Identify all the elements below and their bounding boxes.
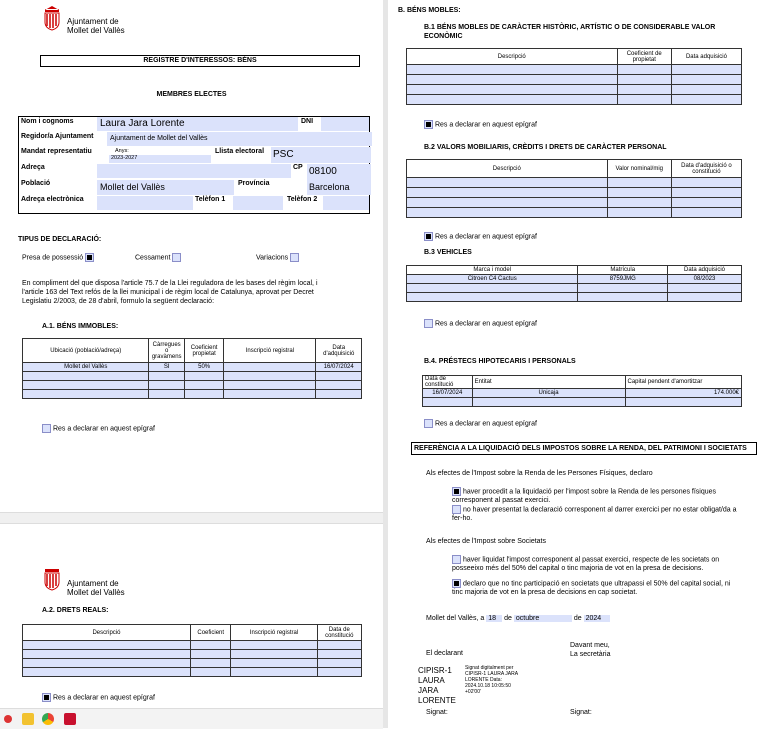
b1-res-label: Res a declarar en aquest epígraf [434, 121, 537, 129]
a1-cell[interactable] [224, 372, 316, 381]
logo-line2: Mollet del Vallès [67, 588, 125, 597]
b4-header-capital: Capital pendent d'amortitzar [625, 376, 741, 389]
b2-cell[interactable] [671, 198, 741, 208]
b1-cell[interactable] [671, 85, 741, 95]
intro-line-1: En compliment del que disposa l'article 75.7 de la Llei reguladora de les bases del règim local, i [22, 280, 318, 287]
b2-res-label: Res a declarar en aquest epígraf [434, 233, 537, 241]
b3-table [406, 265, 742, 302]
a1-res-option [42, 424, 155, 433]
nom-label: Nom i cognoms [21, 118, 74, 125]
variacions-label: Variacions [256, 254, 289, 262]
cessament-checkbox[interactable] [172, 253, 181, 262]
sign-year-field[interactable]: 2024 [584, 615, 610, 622]
sign-day-field[interactable]: 18 [486, 615, 502, 622]
b3-res-checkbox[interactable] [424, 319, 433, 328]
poblacio-field[interactable]: Mollet del Vallès [97, 180, 234, 195]
a1-cell[interactable] [224, 363, 316, 372]
soc-intro: Als efectes de l'Impost sobre Societats [426, 538, 547, 545]
b1-title: B.1 BÉNS MOBLES DE CARÀCTER HISTÒRIC, ARTÍSTIC O DE CONSIDERABLE VALOR ECONÒMIC [424, 24, 716, 40]
b2-table [406, 159, 742, 218]
a2-cell[interactable] [231, 659, 317, 668]
cp-label: CP [293, 164, 303, 171]
a1-cell[interactable] [184, 372, 223, 381]
b2-cell[interactable] [607, 178, 671, 188]
b1-cell[interactable] [617, 75, 671, 85]
b2-res-checkbox[interactable] [424, 232, 433, 241]
a2-cell[interactable] [190, 650, 231, 659]
a1-cell[interactable] [149, 381, 184, 390]
a1-cell[interactable]: Mollet del Vallès [23, 363, 149, 372]
a2-res-label: Res a declarar en aquest epígraf [52, 694, 155, 702]
provincia-label: Província [238, 180, 270, 187]
b2-cell[interactable] [407, 178, 608, 188]
b1-header-data: Data adquisició [671, 49, 741, 65]
adreca-label: Adreça [21, 164, 45, 171]
secretaria-block [570, 641, 610, 659]
sign-de2: de [573, 615, 582, 622]
anys-label: Anys: [115, 148, 129, 154]
a1-cell[interactable] [184, 390, 223, 399]
variacions-checkbox[interactable] [290, 253, 299, 262]
poblacio-label: Població [21, 180, 51, 187]
soc-opt1-checkbox[interactable] [452, 555, 461, 564]
b1-cell[interactable] [617, 85, 671, 95]
b1-header-coeficient: Coeficient de propietat [617, 49, 671, 65]
b3-res-label: Res a declarar en aquest epígraf [434, 320, 537, 328]
b4-cell[interactable]: 174.000€ [625, 389, 741, 398]
a2-cell[interactable] [190, 668, 231, 677]
b1-cell[interactable] [407, 95, 618, 105]
a1-header-ubicacio: Ubicació (població/adreça) [23, 339, 149, 363]
a1-res-label: Res a declarar en aquest epígraf [52, 425, 155, 433]
mandat-label: Mandat representatiu [21, 148, 92, 155]
a1-cell[interactable] [224, 390, 316, 399]
a2-cell[interactable] [23, 659, 191, 668]
a1-cell[interactable]: 16/07/2024 [316, 363, 362, 372]
b2-header-descripcio: Descripció [407, 160, 608, 178]
b3-cell[interactable] [578, 293, 668, 302]
a1-cell[interactable] [23, 381, 149, 390]
a1-header-coeficient: Coeficient propietat [184, 339, 223, 363]
b3-cell[interactable] [668, 284, 742, 293]
intro-text [22, 279, 362, 306]
adreca-field[interactable] [97, 164, 291, 178]
logo-line1: Ajuntament de [67, 17, 119, 26]
presa-checkbox[interactable] [85, 253, 94, 262]
b2-cell[interactable] [407, 208, 608, 218]
logo-text [67, 579, 125, 597]
b4-res-checkbox[interactable] [424, 419, 433, 428]
email-field[interactable] [97, 196, 193, 210]
registre-title: REGISTRE D'INTERESSOS: BÉNS [40, 55, 360, 67]
secretaria-label: La secretària [570, 651, 611, 658]
soc-opt1-label: haver liquidat l'impost corresponent al passat exercici, respecte de les societats on posseeixo més del 50% del capital o tinc majoria de vot en la presa de decisions. [452, 556, 720, 573]
a1-cell[interactable] [149, 372, 184, 381]
b2-cell[interactable] [407, 198, 608, 208]
b3-cell[interactable]: 8759JMG [578, 275, 668, 284]
a2-cell[interactable] [317, 659, 361, 668]
sign-place: Mollet del Vallès, a [426, 615, 485, 622]
renda-opt1-label: haver procedit a la liquidació per l'impost sobre la Renda de les persones físiques corresponent al passat exercici. [452, 488, 717, 505]
b2-res-option [424, 232, 537, 241]
a2-header-data: Data de constitució [317, 625, 361, 641]
regidor-label: Regidor/a Ajuntament [21, 133, 94, 140]
signat-secretaria: Signat: [570, 709, 592, 716]
b3-header-marca: Marca i model [407, 266, 578, 275]
logo-text [67, 17, 125, 35]
b4-cell[interactable]: 16/07/2024 [423, 389, 473, 398]
taskbar [0, 708, 383, 729]
renda-intro: Als efectes de l'Impost sobre la Renda de les Persones Físiques, declaro [426, 470, 653, 477]
a2-header-descripcio: Descripció [23, 625, 191, 641]
b2-header-valor: Valor nominal/mig [607, 160, 671, 178]
b1-cell[interactable] [407, 75, 618, 85]
anys-field[interactable]: 2023-2027 [109, 155, 211, 163]
b4-header-data: Data de constitució [423, 376, 473, 389]
renda-opt1-checkbox[interactable] [452, 487, 461, 496]
b1-cell[interactable] [671, 95, 741, 105]
cessament-label: Cessament [135, 254, 171, 262]
sign-month-field[interactable]: octubre [514, 615, 572, 622]
a2-cell[interactable] [190, 659, 231, 668]
a2-cell[interactable] [190, 641, 231, 650]
declarant-label: El declarant [426, 650, 463, 657]
tel1-label: Telèfon 1 [195, 196, 226, 203]
folder-icon[interactable] [22, 713, 34, 725]
a2-cell[interactable] [231, 650, 317, 659]
a2-res-option [42, 693, 155, 702]
a2-cell[interactable] [23, 668, 191, 677]
a1-cell[interactable] [224, 381, 316, 390]
b2-cell[interactable] [671, 178, 741, 188]
b2-cell[interactable] [607, 188, 671, 198]
b3-res-option [424, 319, 537, 328]
cp-field[interactable]: 08100 [307, 164, 371, 180]
variacions-option [256, 253, 299, 262]
davant-label: Davant meu, [570, 642, 610, 649]
a2-cell[interactable] [23, 650, 191, 659]
logo-line2: Mollet del Vallès [67, 26, 125, 35]
a2-cell[interactable] [23, 641, 191, 650]
intro-line-3: Legislatiu 2/2003, de 28 d'abril, formulo la següent declaració: [22, 298, 215, 305]
a1-cell[interactable]: 50% [184, 363, 223, 372]
chrome-icon[interactable] [42, 713, 54, 725]
provincia-field[interactable]: Barcelona [307, 180, 371, 195]
llista-label: Llista electoral [215, 148, 265, 155]
a1-cell[interactable]: SI [149, 363, 184, 372]
a2-table [22, 624, 362, 677]
b1-cell[interactable] [617, 95, 671, 105]
a1-res-checkbox[interactable] [42, 424, 51, 433]
logo-line1: Ajuntament de [67, 579, 119, 588]
b1-res-checkbox[interactable] [424, 120, 433, 129]
nom-field[interactable]: Laura Jara Lorente [97, 117, 298, 131]
tel2-field[interactable] [323, 196, 369, 210]
renda-opt2 [452, 505, 742, 523]
renda-opt2-checkbox[interactable] [452, 505, 461, 514]
b1-cell[interactable] [407, 65, 618, 75]
b3-cell[interactable] [668, 293, 742, 302]
b1-header-descripcio: Descripció [407, 49, 618, 65]
b4-res-option [424, 419, 537, 428]
b4-cell[interactable] [423, 398, 473, 407]
a2-cell[interactable] [317, 641, 361, 650]
b1-table [406, 48, 742, 105]
b4-header-entitat: Entitat [472, 376, 625, 389]
digital-signature-details: Signat digitalment per CIPISR-1 LAURA JARA LORENTE Data: 2024.10.18 10:05:50 +02'00' [465, 665, 518, 695]
a2-title: A.2. DRETS REALS: [42, 607, 109, 614]
a2-cell[interactable] [317, 668, 361, 677]
b2-cell[interactable] [671, 188, 741, 198]
a2-cell[interactable] [317, 650, 361, 659]
b1-cell[interactable] [407, 85, 618, 95]
sign-date-line [426, 615, 610, 622]
b2-cell[interactable] [671, 208, 741, 218]
a1-header-inscripcio: Inscripció registral [224, 339, 316, 363]
presa-option [22, 253, 94, 262]
b3-cell[interactable]: 08/2023 [668, 275, 742, 284]
b4-cell[interactable] [625, 398, 741, 407]
digital-signature-name: CIPISR-1 LAURA JARA LORENTE [418, 666, 456, 705]
llista-field[interactable]: PSC [271, 147, 371, 163]
signat-declarant: Signat: [426, 709, 448, 716]
a1-cell[interactable] [316, 390, 362, 399]
tipus-title: TIPUS DE DECLARACIÓ: [18, 236, 102, 243]
presa-label: Presa de possessió [22, 254, 84, 262]
municipal-shield-logo [42, 565, 62, 591]
dni-field[interactable] [321, 117, 369, 131]
soc-opt2-label: declaro que no tinc participació en societats que ultrapassi el 50% del capital social, ni tinc majoria de vot en la presa de decisions en cap societat. [452, 580, 731, 597]
soc-opt2 [452, 579, 742, 597]
tel2-label: Telèfon 2 [287, 196, 318, 203]
a1-title: A.1. BÉNS IMMOBLES: [42, 323, 119, 330]
b1-cell[interactable] [671, 65, 741, 75]
municipal-shield-logo [42, 5, 62, 31]
email-label: Adreça electrònica [21, 196, 84, 203]
a2-header-inscripcio: Inscripció registral [231, 625, 317, 641]
b3-cell[interactable] [407, 284, 578, 293]
b2-cell[interactable] [407, 188, 608, 198]
a2-res-checkbox[interactable] [42, 693, 51, 702]
b3-cell[interactable] [407, 293, 578, 302]
renda-opt2-label: no haver presentat la declaració corresponent al darrer exercici per no estar obligat/da a fer-ho. [452, 506, 737, 523]
b3-header-data: Data adquisició [668, 266, 742, 275]
membres-title: MEMBRES ELECTES [156, 91, 227, 98]
a1-cell[interactable] [23, 390, 149, 399]
sign-de1: de [504, 615, 512, 622]
renda-opt1 [452, 487, 742, 505]
b-title: B. BÉNS MOBLES: [398, 7, 461, 14]
a1-header-carregues: Càrregues o gravàmens [149, 339, 184, 363]
a1-table [22, 338, 362, 399]
dni-label: DNI [301, 118, 314, 125]
b4-res-label: Res a declarar en aquest epígraf [434, 420, 537, 428]
a2-header-coeficient: Coeficient [190, 625, 231, 641]
regidor-field[interactable]: Ajuntament de Mollet del Vallès [107, 132, 372, 146]
a2-cell[interactable] [231, 641, 317, 650]
cessament-option [135, 253, 181, 262]
b4-table [422, 375, 742, 407]
a1-cell[interactable] [149, 390, 184, 399]
b4-title: B.4. PRÉSTECS HIPOTECARIS I PERSONALS [424, 358, 576, 365]
soc-opt2-checkbox[interactable] [452, 579, 461, 588]
b2-cell[interactable] [607, 198, 671, 208]
ref-title: REFERÈNCIA A LA LIQUIDACIÓ DELS IMPOSTOS SOBRE LA RENDA, DEL PATRIMONI I SOCIETATS [411, 442, 757, 455]
b2-title: B.2 VALORS MOBILIARIS, CRÈDITS I DRETS DE CARÀCTER PERSONAL [424, 144, 667, 151]
b1-cell[interactable] [617, 65, 671, 75]
page-break [0, 512, 383, 524]
b3-cell[interactable]: Citroen C4 Cactus [407, 275, 578, 284]
app-icon[interactable] [4, 715, 12, 723]
b3-header-matricula: Matrícula [578, 266, 668, 275]
soc-opt1 [452, 555, 742, 573]
b3-cell[interactable] [578, 284, 668, 293]
b2-cell[interactable] [607, 208, 671, 218]
a1-cell[interactable] [316, 381, 362, 390]
b4-cell[interactable]: Unicaja [472, 389, 625, 398]
tel1-field[interactable] [233, 196, 283, 210]
a1-cell[interactable] [184, 381, 223, 390]
pdf-reader-icon[interactable] [64, 713, 76, 725]
a1-cell[interactable] [23, 372, 149, 381]
b3-title: B.3 VEHICLES [424, 249, 472, 256]
a2-cell[interactable] [231, 668, 317, 677]
b1-res-option [424, 120, 537, 129]
a1-cell[interactable] [316, 372, 362, 381]
b2-header-data: Data d'adquisició o constitució [671, 160, 741, 178]
a1-header-data: Data d'adquisició [316, 339, 362, 363]
b4-cell[interactable] [472, 398, 625, 407]
personal-data-form [18, 116, 370, 214]
b1-cell[interactable] [671, 75, 741, 85]
intro-line-2: l'article 163 del Text refós de la llei municipal i de règim local de Catalunya, aprovat per Decret [22, 289, 314, 296]
